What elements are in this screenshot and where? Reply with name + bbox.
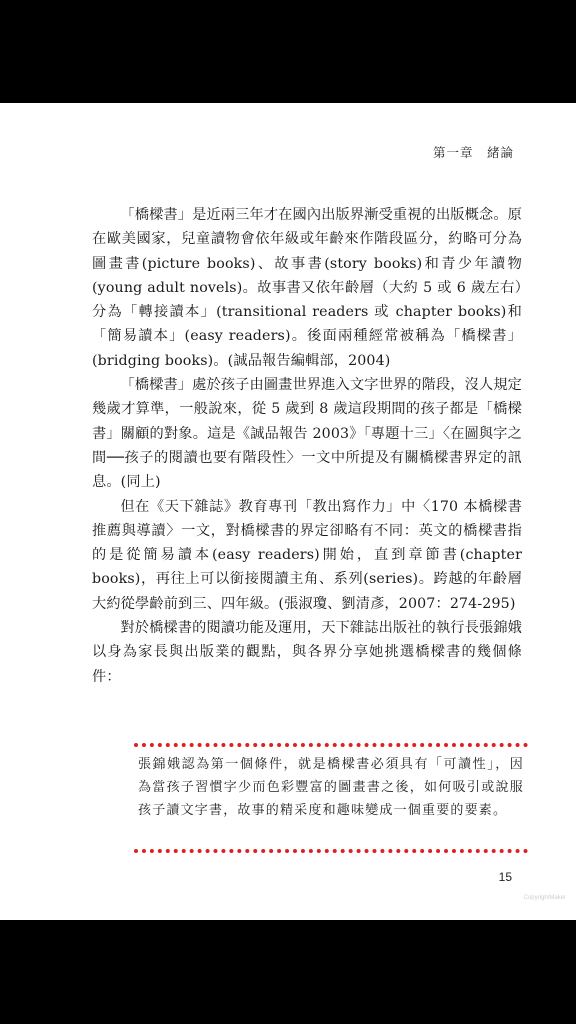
quote-text: 張錦娥認為第一個條件，就是橋樑書必須具有「可讀性」，因為當孩子習慣字少而色彩豐富的圖畫書之後，如何吸引或說服孩子讀文字書，故事的精采度和趣味變成一個重要的要素。 [138, 757, 524, 818]
paragraph-3: 但在《天下雜誌》教育專刊「教出寫作力」中〈170 本橋樑書推薦與導讀〉一文，對橋樑書的界定卻略有不同：英文的橋樑書指的是從簡易讀本(easy readers)開始，直到章節書(chapter books)，再往上可以銜接閱讀主角、系列(series)。跨越的年齡層大約從學齡前到三、四年級。(張淑瓊、劉清彥，2007：274-295) [92, 498, 522, 612]
paragraph-1: 「橋樑書」是近兩三年才在國內出版界漸受重視的出版概念。原在歐美國家，兒童讀物會依年級或年齡來作階段區分，約略可分為圖畫書(picture books)、故事書(story books)和青少年讀物(young adult novels)。故事書又依年齡層（大約 5 或 6 歲左右）分為「轉接讀本」(transitional readers 或 chapter books)和「簡易讀本」(easy readers)。後面兩種經常被稱為「橋樑書」(bridging books)。(誠品報告編輯部，2004) [92, 207, 522, 369]
quote-box [134, 743, 528, 855]
page-number: 15 [498, 870, 512, 884]
paragraph-2: 「橋樑書」處於孩子由圖畫世界進入文字世界的階段，沒人規定幾歲才算準，一般說來，從 5 歲到 8 歲這段期間的孩子都是「橋樑書」關顧的對象。這是《誠品報告 2003》「專題十三」〈在圖與字之間──孩子的閱讀也要有階段性〉一文中所提及有關橋樑書界定的訊息。(同上) [92, 377, 522, 491]
top-black-bar [0, 0, 576, 103]
running-header: 第一章 緒論 [432, 145, 514, 160]
body-text [92, 203, 522, 689]
paragraph-4: 對於橋樑書的閱讀功能及運用，天下雜誌出版社的執行長張錦娥以身為家長與出版業的觀點，與各界分享她挑選橋樑書的幾個條件： [92, 620, 522, 685]
book-page [0, 103, 576, 920]
quote-top-border [134, 743, 528, 747]
bottom-black-bar [0, 920, 576, 1024]
watermark: CopyrightMaker [523, 895, 566, 901]
quote-bottom-border [134, 849, 528, 853]
